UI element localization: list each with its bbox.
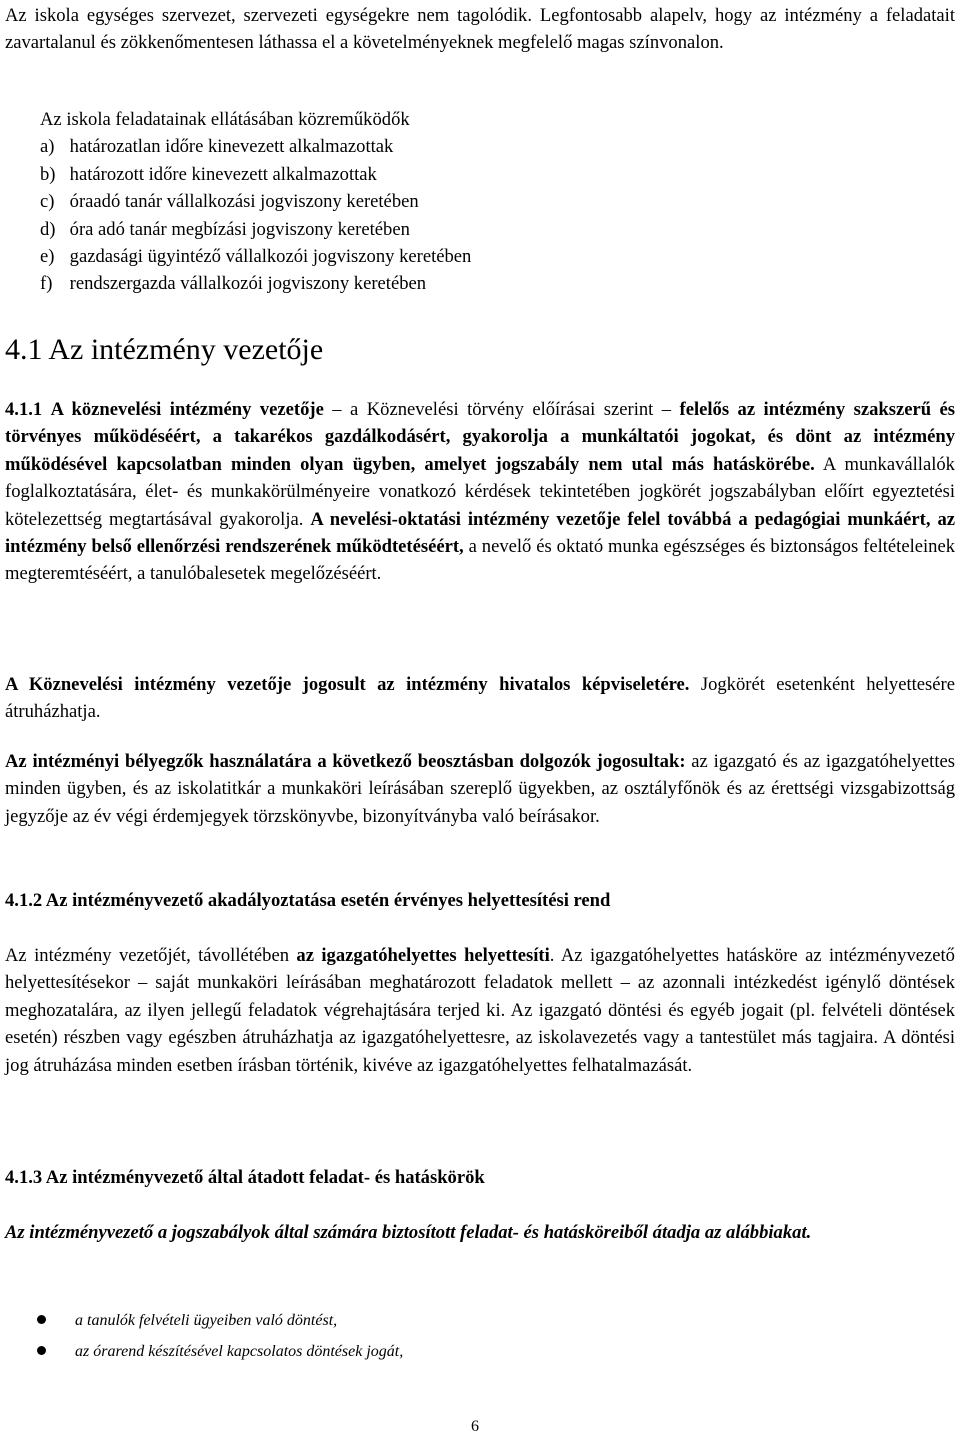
- list-item: a tanulók felvételi ügyeiben való döntést,: [0, 1305, 950, 1336]
- contributors-title: Az iskola feladatainak ellátásában közreműködők: [40, 109, 410, 130]
- bullet-icon: [37, 1315, 46, 1324]
- paragraph-4-1-3: Az intézményvezető a jogszabályok által számára biztosított feladat- és hatásköreiből átadja az alábbiakat.: [5, 1222, 812, 1243]
- bullet-list: [0, 1305, 950, 1367]
- stamp-paragraph: Az intézményi bélyegzők használatára a következő beosztásban dolgozók jogosultak: az igazgató és az igazgatóhelyettes minden ügyben, és az iskolatitkár a munkaköri leírásában szereplő ügyekben, az osztályfőnök és az érettségi vizsgabizottság jegyzője az év végi érdemjegyek törzskönyvbe, bizonyítványba való beírásakor.: [5, 751, 955, 827]
- list-item: b) határozott időre kinevezett alkalmazottak: [40, 163, 377, 185]
- intro-paragraph: Az iskola egységes szervezet, szervezeti egységekre nem tagolódik. Legfontosabb alapelv, hogy az intézmény a feladatait zavartalanul és zökkenőmentesen láthassa el a követelményeknek megfelelő magas színvonalon.: [5, 5, 955, 54]
- list-item: d) óra adó tanár megbízási jogviszony keretében: [40, 218, 410, 240]
- list-item: a) határozatlan időre kinevezett alkalmazottak: [40, 136, 394, 158]
- list-item: e) gazdasági ügyintéző vállalkozói jogviszony keretében: [40, 246, 472, 268]
- list-item: f) rendszergazda vállalkozói jogviszony keretében: [40, 273, 427, 295]
- heading-4-1-3: 4.1.3 Az intézményvezető által átadott feladat- és hatáskörök: [5, 1167, 485, 1188]
- bullet-icon: [37, 1346, 46, 1355]
- contributors-list: [40, 106, 920, 298]
- heading-4-1-2: 4.1.2 Az intézményvezető akadályoztatása esetén érvényes helyettesítési rend: [5, 890, 611, 911]
- list-item: az órarend készítésével kapcsolatos döntések jogát,: [0, 1336, 950, 1367]
- list-item: c) óraadó tanár vállalkozási jogviszony keretében: [40, 191, 419, 213]
- section-heading: 4.1 Az intézmény vezetője: [5, 333, 324, 366]
- representation-paragraph: A Köznevelési intézmény vezetője jogosult az intézmény hivatalos képviseletére. Jogkörét esetenként helyettesére átruházhatja.: [5, 674, 955, 723]
- page-number: 6: [471, 1418, 479, 1435]
- paragraph-4-1-1: 4.1.1 A köznevelési intézmény vezetője – a Köznevelési törvény előírásai szerint – felelős az intézmény szakszerű és törvényes működéséért, a takarékos gazdálkodásért, gyakorolja a munkáltatói jogokat, és dönt az intézmény működésével kapcsolatban minden olyan ügyben, amelyet jogszabály nem utal más hatáskörébe. A munkavállalók foglalkoztatására, élet- és munkakörülményeire vonatkozó kérdések tekintetében jogkörét jogszabályban előírt egyeztetési kötelezettség megtartásával gyakorolja. A nevelési-oktatási intézmény vezetője felel továbbá a pedagógiai munkáért, az intézmény belső ellenőrzési rendszerének működtetéséért, a nevelő és oktató munka egészséges és biztonságos feltételeinek megteremtéséért, a tanulóbalesetek megelőzéséért.: [5, 399, 956, 585]
- paragraph-4-1-2: Az intézmény vezetőjét, távollétében az igazgatóhelyettes helyettesíti. Az igazgatóhelyettes hatásköre az intézményvezető helyettesítésekor – saját munkaköri leírásában meghatározott feladatok mellett – az azonnali intézkedést igénylő döntések meghozatalára, az ilyen jellegű feladatok végrehajtására terjed ki. Az igazgató döntési és egyéb jogait (pl. felvételi döntések esetén) részben vagy egészben átruházhatja az igazgatóhelyettesre, az iskolavezetés vagy a tantestület más tagjaira. A döntési jog átruházása minden esetben írásban történik, kivéve az igazgatóhelyettes felhatalmazását.: [5, 945, 955, 1076]
